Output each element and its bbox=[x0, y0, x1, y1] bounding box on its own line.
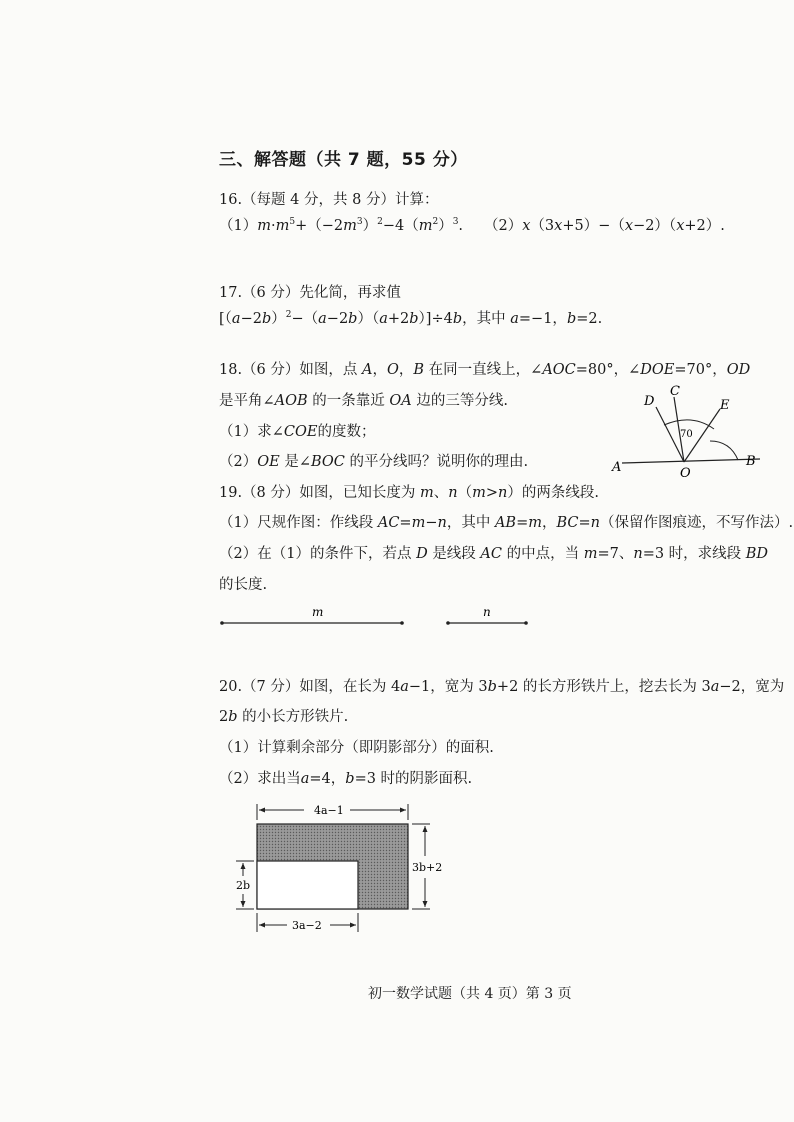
q16-header: 16.（每题 4 分，共 8 分）计算： bbox=[219, 192, 439, 208]
q20-rectangle-figure bbox=[232, 798, 457, 938]
q20-sub1: （1）计算剩余部分（即阴影部分）的面积. bbox=[219, 740, 494, 756]
bottom-dimension-label: 3a−2 bbox=[292, 919, 322, 932]
q19-header: 19.（8 分）如图，已知长度为 m、n（m>n）的两条线段. bbox=[219, 485, 599, 501]
q17-expression: $[(a-2b)^2-(a-2b)(a+2b)]\div 4b$，其中 a=−1，b=2. bbox=[219, 310, 603, 327]
q18-line2: 是平角∠AOB 的一条靠近 OA 边的三等分线. bbox=[219, 393, 508, 409]
line-aob bbox=[622, 459, 760, 463]
q18-sub2: （2）OE 是∠BOC 的平分线吗？说明你的理由. bbox=[219, 454, 529, 470]
q16-part2: （2）x（3x+5）−（x−2）（x+2）. bbox=[484, 218, 725, 234]
left-dimension-label: 2b bbox=[236, 879, 251, 892]
q18-sub1: （1）求∠COE的度数； bbox=[219, 424, 376, 440]
q20-line1: 20.（7 分）如图，在长为 4a−1，宽为 3b+2 的长方形铁片上，挖去长为 3a−2，宽为 bbox=[219, 679, 785, 695]
q19-segments-figure bbox=[218, 603, 538, 633]
q17-header: 17.（6 分）先化简，再求值 bbox=[219, 285, 401, 301]
angle-arc bbox=[664, 420, 714, 429]
segment-m-label: m bbox=[312, 605, 324, 619]
top-dimension-label: 4a−1 bbox=[314, 804, 344, 817]
section-title: 三、解答题（共 7 题，55 分） bbox=[219, 150, 468, 170]
label-o: O bbox=[680, 466, 691, 481]
angle-mark-label: 70 bbox=[680, 429, 693, 440]
label-b: B bbox=[746, 454, 756, 469]
angle-arc-2 bbox=[710, 441, 738, 460]
label-a: A bbox=[612, 460, 622, 475]
q19-sub2: （2）在（1）的条件下，若点 D 是线段 AC 的中点，当 m=7、n=3 时，求线段 BD bbox=[219, 546, 769, 562]
label-c: C bbox=[670, 384, 680, 399]
q19-line3: 的长度. bbox=[219, 577, 268, 593]
q18-line1: 18.（6 分）如图，点 A，O，B 在同一直线上，∠AOC=80°，∠DOE=70°，OD bbox=[219, 362, 751, 378]
q20-line2: 2b 的小长方形铁片. bbox=[219, 709, 349, 725]
label-e: E bbox=[720, 398, 730, 413]
label-d: D bbox=[644, 394, 655, 409]
q20-sub2: （2）求出当a=4，b=3 时的阴影面积. bbox=[219, 771, 473, 787]
cut-out-rectangle bbox=[257, 861, 358, 909]
q16-part1: $(1)m\cdot m^5+(-2m^3)^2-4(m^2)^3$. bbox=[219, 217, 464, 234]
page-footer: 初一数学试题（共 4 页）第 3 页 bbox=[368, 986, 572, 1002]
q18-angle-figure bbox=[612, 383, 772, 483]
right-dimension-label: 3b+2 bbox=[412, 861, 443, 874]
segment-n-label: n bbox=[483, 605, 491, 619]
q19-sub1: （1）尺规作图：作线段 AC=m−n，其中 AB=m，BC=n（保留作图痕迹，不写作法）. bbox=[219, 515, 794, 531]
